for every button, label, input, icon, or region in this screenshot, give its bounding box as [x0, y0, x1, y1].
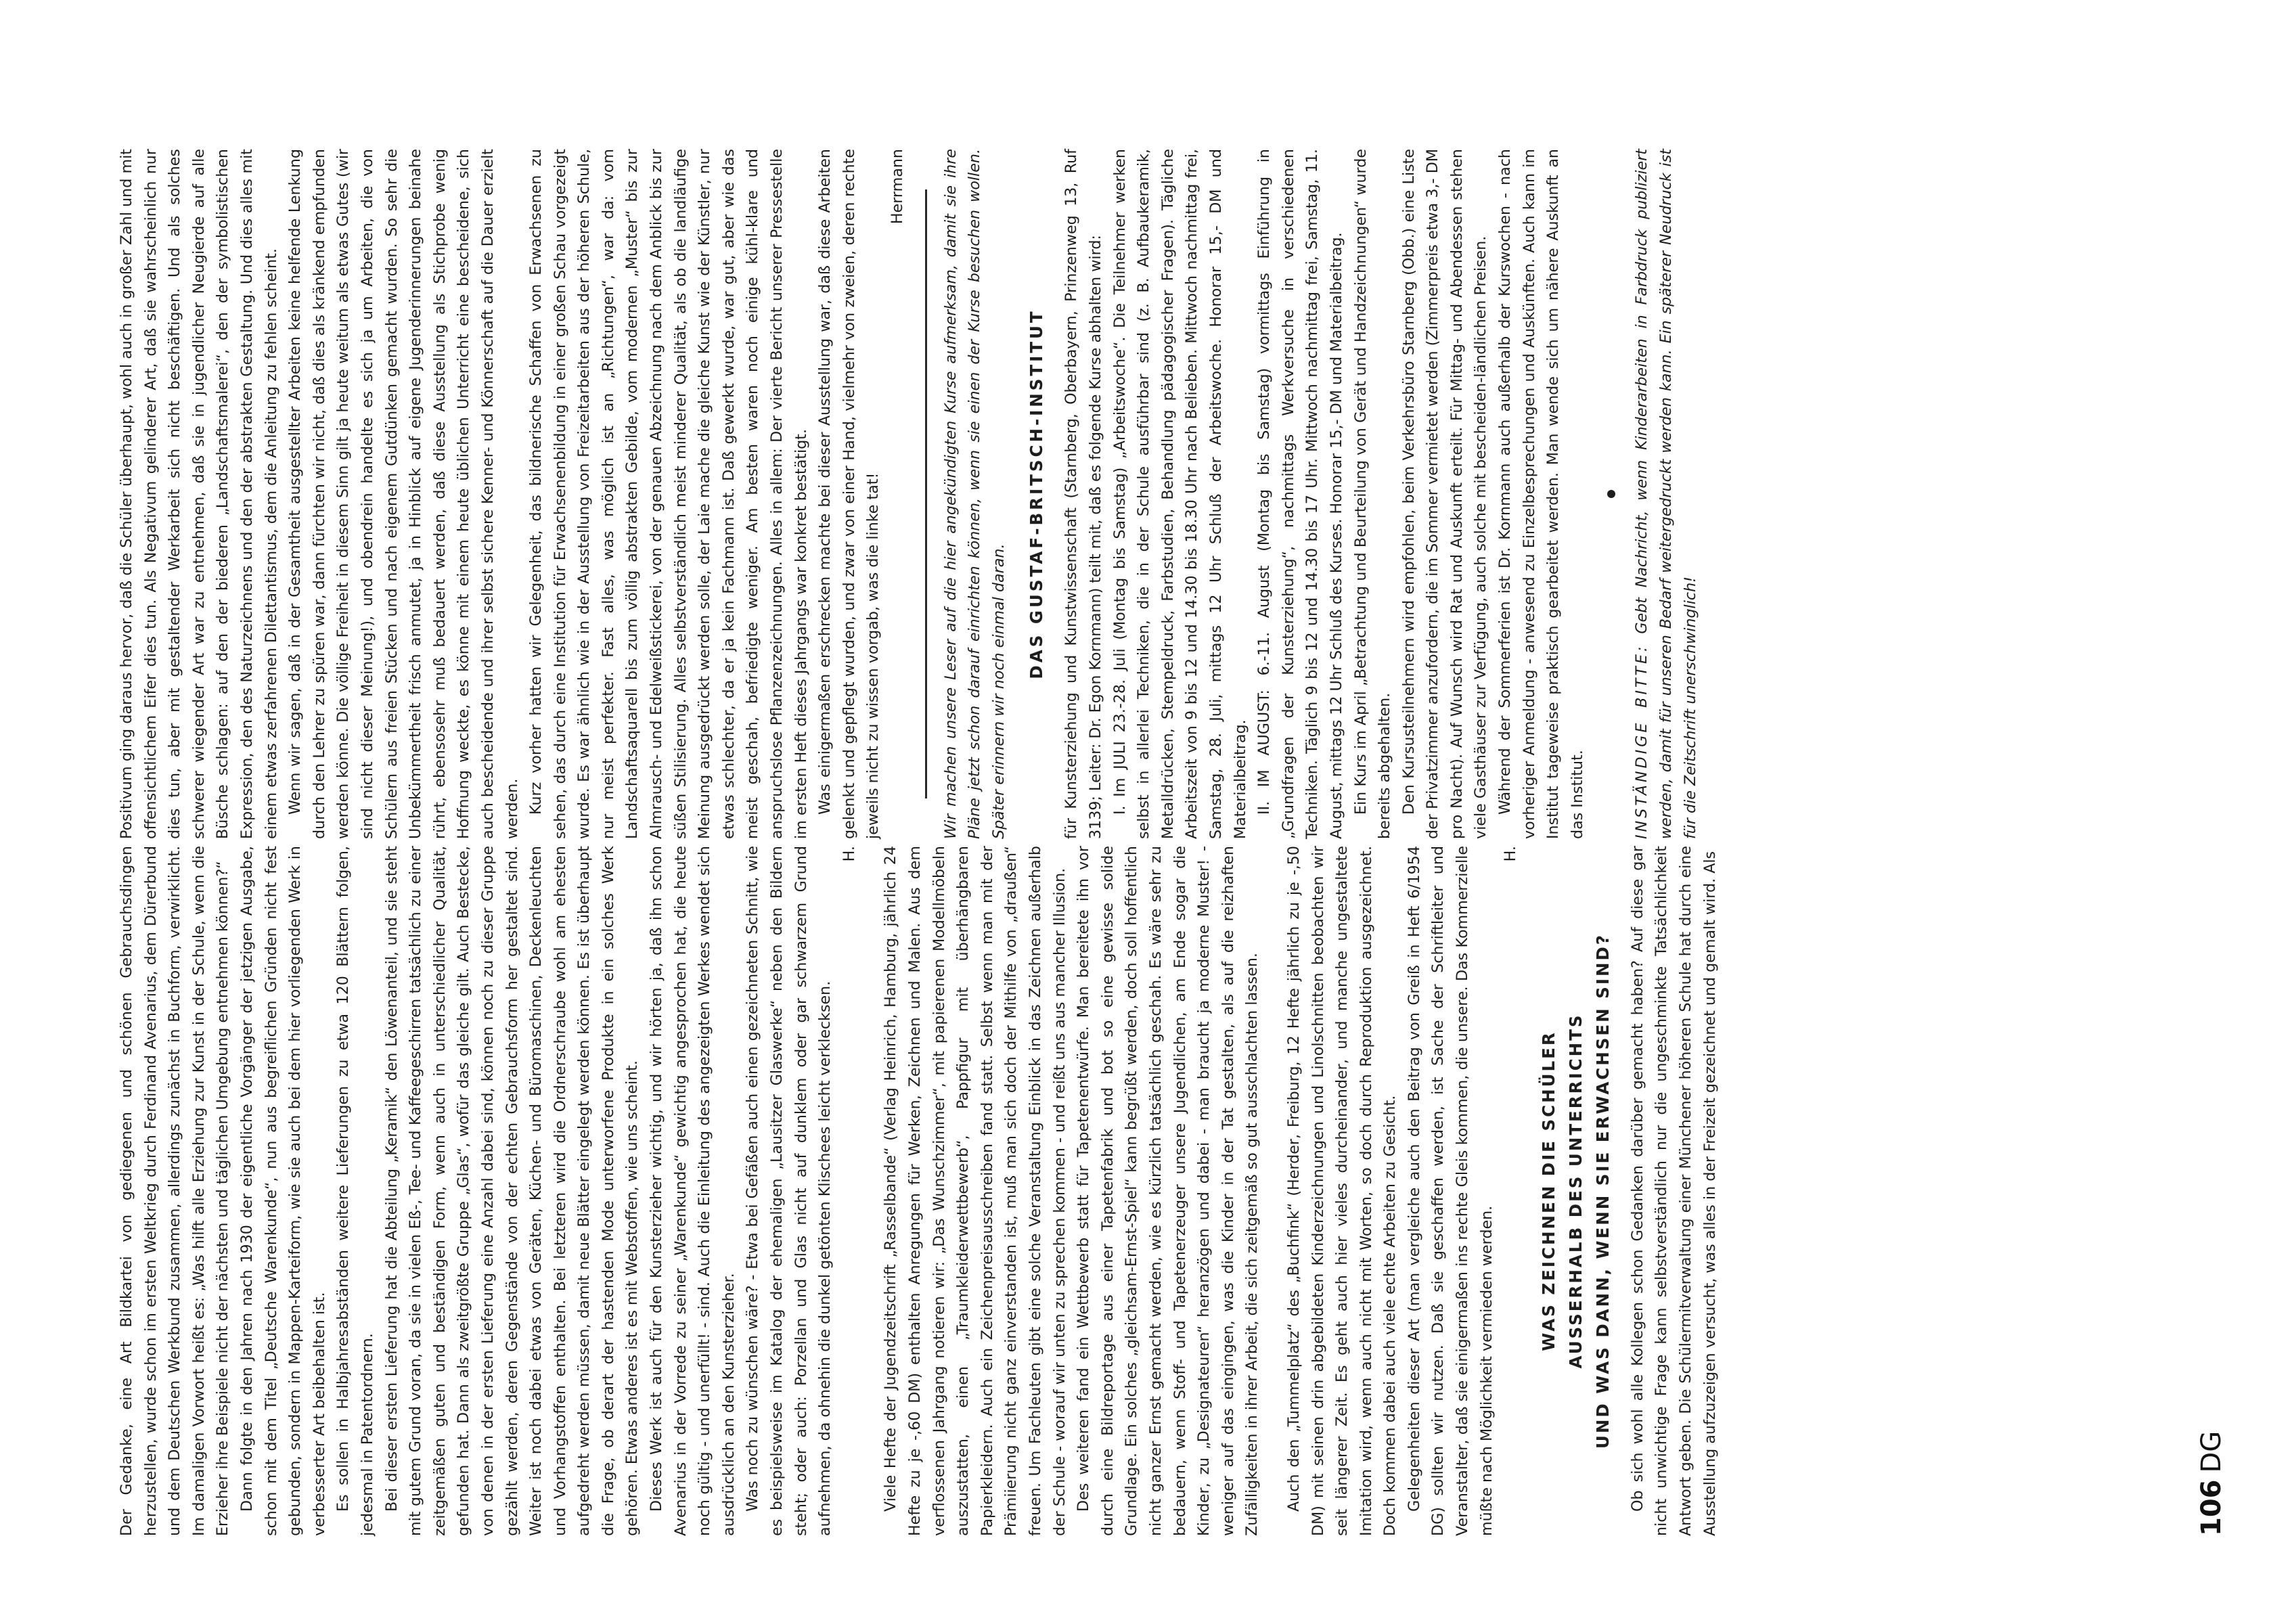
paragraph: Viele Hefte der Jugendzeitschrift „Rasselbande“ (Verlag Heinrich, Hamburg, jährlich 24 Hefte zu je -,60 DM) enthalten Anregungen für Werken, Zeichnen und Malen. Aus dem verflossenen Jahrgang notieren wir: „Das Wunschzimmer“, mit papierenen Modellmöbeln auszustatten, einen „Traumkleiderwettbewerb“, Pappfigur mit überhängbaren Papierkleidern. Auch ein Zeichenpreisausschreiben fand statt. Selbst wenn man mit der Prämiierung nicht ganz einverstanden ist, muß man sich doch der Mithilfe von „draußen“ freuen. Um Fachleuten gibt eine solche Veranstaltung Einblick in das Zeichnen außerhalb der Schule - worauf wir unten zu sprechen kommen - und reißt uns aus mancher Illusion.: [882, 846, 1069, 1536]
paragraph: Dann folgte in den Jahren nach 1930 der eigentliche Vorgänger der jetzigen Ausgabe, schon mit dem Titel „Deutsche Warenkunde“, nun aus begreiflichen Gründen nicht fest gebunden, sondern in Mappen-Karteiform, wie sie auch bei dem hier vorliegenden Werk in verbesserter Art beibehalten ist.: [238, 846, 328, 1536]
paragraph: II. IM AUGUST: 6.-11. August (Montag bis Samstag) vormittags Einführung in „Grundfragen der Kunsterziehung“, nachmittags Werkversuche in verschiedenen Techniken. Täglich 9 bis 12 und 14.30 bis 17 Uhr. Mittwoch nachmittag frei, Samstag, 11. August, mittags 12 Uhr Schluß des Kurses. Honorar 15,- DM und Materialbeitrag.: [1255, 149, 1345, 839]
paragraph: Kurz vorher hatten wir Gelegenheit, das bildnerische Schaffen von Erwachsenen zu sehen, das durch eine Institution für Erwachsenenbildung in einer großen Schau vorgezeigt wurde. Es war ähnlich wie in der Ausstellung von Freizeitarbeiten aus der höheren Schule, nur meist perfekter. Fast alles, was möglich ist an „Richtungen“, war da: vom Landschaftsaquarell bis zum völlig abstrakten Gebilde, vom modernen „Muster“ bis zur Almrausch- und Edelweißstickerei, von der genauen Abzeichnung nach dem Anblick bis zur süßen Stilisierung. Alles selbstverständlich meist minderer Qualität, als ob die landläufige Meinung ausgedrückt werden solle, der Laie mache die gleiche Kunst wie der Künstler, nur etwas schlechter, da er ja kein Fachmann ist. Daß gewerkt wurde, war gut, aber wie das meist geschah, befriedigte weniger. Am besten waren noch einige kühl-klare und anspruchslose Pflanzenzeichnungen. Alles in allem: Der vierte Bericht unserer Pressestelle im ersten Heft dieses Jahrgangs war konkret bestätigt.: [527, 149, 810, 839]
bullet-separator: [1607, 490, 1615, 498]
journal-abbrev: DG: [2196, 1430, 2227, 1473]
left-column: [115, 846, 1722, 1536]
announcement-intro: Wir machen unsere Leser auf die hier angekündigten Kurse aufmerksam, damit sie ihre Pläne jetzt schon darauf einrichten können, wenn sie einen der Kurse besuchen wollen. Später erinnern wir noch einmal daran.: [941, 149, 1008, 839]
section-heading: DAS GUSTAF-BRITSCH-INSTITUT: [1027, 309, 1047, 679]
paragraph: für Kunsterziehung und Kunstwissenschaft (Starnberg, Oberbayern, Prinzenweg 13, Ruf 3139; Leiter: Dr. Egon Kornmann) teilt mit, daß es folgende Kurse abhalten wird:: [1062, 149, 1104, 839]
page-number: 106: [2196, 1479, 2227, 1536]
paragraph: Bei dieser ersten Lieferung hat die Abteilung „Keramik“ den Löwenanteil, und sie steht mit gutem Grund voran, da sie in vielen Eß-, Tee- und Kaffeegeschirren tatsächlich zu einer zeitgemäßen guten und beständigen Form, wenn auch in unterschiedlicher Qualität, gefunden hat. Dann als zweitgrößte Gruppe „Glas“, wofür das gleiche gilt. Auch Bestecke, von denen in der ersten Lieferung eine Anzahl dabei sind, können noch zu dieser Gruppe gezählt werden, deren Gegenstände von der echten Gebrauchsform her gestaltet sind. Weiter ist noch dabei etwas von Geräten, Küchen- und Büromaschinen, Deckenleuchten und Vorhangstoffen enthalten. Bei letzteren wird die Ordnerschraube wohl am ehesten aufgedreht werden müssen, damit neue Blätter eingelegt werden können. Es ist überhaupt die Frage, ob derart der hastenden Mode unterworfene Produkte in ein solches Werk gehören. Etwas anderes ist es mit Webstoffen, wie uns scheint.: [382, 846, 642, 1536]
page-folio: [2196, 1431, 2227, 1536]
notice-label: INSTÄNDIGE BITTE:: [1633, 644, 1651, 839]
signature: H.: [840, 846, 858, 862]
paragraph: Es sollen in Halbjahresabständen weitere Lieferungen zu etwa 120 Blättern folgen, jedesmal in Patentordnern.: [334, 846, 376, 1536]
heading-line: AUSSERHALB DES UNTERRICHTS: [1565, 1013, 1586, 1369]
heading-line: UND WAS DANN, WENN SIE ERWACHSEN SIND?: [1592, 933, 1613, 1449]
paragraph: Auch den „Tummelplatz“ des „Buchfink“ (Herder, Freiburg, 12 Hefte jährlich zu je -,50 DM) mit seinen drin abgebildeten Kinderzeichnungen und Linolschnitten beobachten wir seit längerer Zeit. Es geht auch hier vieles durcheinander, und manche ungestaltete Imitation wird, wenn auch nicht mit Worten, so doch durch Reproduktion ausgezeichnet. Doch kommen dabei auch viele echte Arbeiten zu Gesicht.: [1284, 846, 1399, 1536]
notice-paragraph: [1630, 149, 1703, 839]
paragraph: Ein Kurs im April „Betrachtung und Beurteilung von Gerät und Handzeichnungen“ wurde bereits abgehalten.: [1351, 149, 1394, 839]
notice-text: Gebt Nachricht, wenn Kinderarbeiten in Farbdruck publiziert werden, damit für unseren Bedarf weitergedruckt werden kann. Ein späterer Neudruck ist für die Zeitschrift unerschwinglich!: [1633, 149, 1699, 839]
heading-line: WAS ZEICHNEN DIE SCHÜLER: [1538, 1031, 1558, 1351]
paragraph: Ob sich wohl alle Kollegen schon Gedanken darüber gemacht haben? Auf diese gar nicht unwichtige Frage kann selbstverständlich nur die ungeschminkte Tatsächlichkeit Antwort geben. Die Schülermitverwaltung einer Münchener höheren Schule hat durch eine Ausstellung aufzuzeigen versucht, was alles in der Freizeit gezeichnet und gemalt wird. Als: [1628, 846, 1719, 1536]
paragraph: Dieses Werk ist auch für den Kunsterzieher wichtig, und wir hörten ja, daß ihn schon Avenarius in der Vorrede zu seiner „Warenkunde“ gewichtig angesprochen hat, die heute noch gültig - und unerfüllt! - sind. Auch die Einleitung des angezeigten Werkes wendet sich ausdrücklich an den Kunsterzieher.: [648, 846, 738, 1536]
paragraph: Der Gedanke, eine Art Bildkartei von gediegenen und schönen Gebrauchsdingen herzustellen, wurde schon im ersten Weltkrieg durch Ferdinand Avenarius, dem Dürerbund und dem Deutschen Werkbund zusammen, allerdings zunächst in Buchform, verwirklicht. Im damaligen Vorwort heißt es: „Was hilft alle Erziehung zur Kunst in der Schule, wenn die Erzieher ihre Beispiele nicht der nächsten und täglichen Umgebung entnehmen können?“: [118, 846, 232, 1536]
signature: H.: [1502, 846, 1520, 862]
signature: Herrmann: [889, 149, 906, 225]
paragraph: Den Kursusteilnehmern wird empfohlen, beim Verkehrsbüro Starnberg (Obb.) eine Liste der Privatzimmer anzufordern, die im Sommer vermietet werden (Zimmerpreis etwa 3,- DM pro Nacht). Auf Wunsch wird Rat und Auskunft erteilt. Für Mittag- und Abendessen stehen viele Gasthäuser zur Verfügung, auch solche mit bescheiden-ländlichen Preisen.: [1399, 149, 1490, 839]
section-heading: [1535, 846, 1617, 1536]
paragraph: Positivum ging daraus hervor, daß die Schüler überhaupt, wohl auch in großer Zahl und mit offensichtlichem Eifer dies tun. Als Negativum gelinderer Art, daß sie wahrscheinlich nur dies tun, aber mit gestaltender Werkarbeit sich nicht beschäftigen. Und als solches schwerer wiegender Art war zu entnehmen, daß sie in jugendlicher Neugierde auf alle Büsche schlagen: auf den der biederen „Landschaftsmalerei“, den der symbolistischen Expression, den des Naturzeichnens und den der abstrakten Gestaltung. Und dies alles mit einem etwas zerfahrenen Dilettantismus, dem die Anleitung zu fehlen scheint.: [118, 149, 280, 839]
paragraph: Was noch zu wünschen wäre? - Etwa bei Gefäßen auch einen gezeichneten Schnitt, wie es beispielsweise im Katalog der ehemaligen „Lausitzer Glaswerke“ neben den Bildern steht; oder auch: Porzellan und Glas nicht auf dunklem oder gar schwarzem Grund aufnehmen, da ohnehin die dunkel getönten Klischees leicht verklecksen.: [744, 846, 834, 1536]
paragraph: Wenn wir sagen, daß in der Gesamtheit ausgestellter Arbeiten keine helfende Lenkung durch den Lehrer zu spüren war, dann fürchten wir nicht, daß dies als kränkend empfunden werden könne. Die völlige Freiheit in diesem Sinn gilt ja heute weitum als etwas Gutes (wir sind nicht dieser Meinung!), und obendrein handelte es sich ja um Arbeiten, die von Schülern aus freien Stücken und nach eigenem Gutdünken gemacht wurden. So sehr die Unbekümmertheit frisch anmutet, ja in Hinblick auf eigene Jugenderinnerungen beinahe rührt, ebensosehr muß bedauert werden, daß diese Ausstellung als Stichprobe wenig Hoffnung weckte, es könne mit einem heute üblichen Unterricht eine bescheidene, sich auch bescheidende und ihrer selbst sichere Kenner- und Könnerschaft auf die Dauer erzielt werden.: [286, 149, 521, 839]
paragraph: Was einigermaßen erschrecken machte bei dieser Ausstellung war, daß diese Arbeiten gelenkt und gepflegt wurden, und zwar von einer Hand, vielmehr von zweien, deren rechte jeweils nicht zu wissen vorgab, was die linke tat!: [816, 149, 882, 839]
divider-rule: [925, 189, 927, 798]
paragraph: Während der Sommerferien ist Dr. Kornmann auch außerhalb der Kurswochen - nach vorheriger Anmeldung - anwesend zu Einzelbesprechungen und Auskünften. Auch kann im Institut tageweise praktisch gearbeitet werden. Man wende sich um nähere Auskunft an das Institut.: [1496, 149, 1586, 839]
right-column: [115, 149, 1703, 839]
paragraph: I. Im JULI 23.-28. Juli (Montag bis Samstag) „Arbeitswoche“. Die Teilnehmer werken selbst in allerlei Techniken, die in der Schule ausführbar sind (z. B. Aufbaukeramik, Metalldrücken, Stempeldruck, Farbstudien, Behandlung pädagogischer Fragen). Tägliche Arbeitszeit von 9 bis 12 und 14.30 bis 18.30 Uhr nach Belieben. Mittwoch nachmittag frei, Samstag, 28. Juli, mittags 12 Uhr Schluß der Arbeitswoche. Honorar 15,- DM und Materialbeitrag.: [1110, 149, 1249, 839]
paragraph: Gelegenheiten dieser Art (man vergleiche auch den Beitrag von Greiß in Heft 6/1954 DG) sollten wir nutzen. Daß sie geschaffen werden, ist Sache der Schriftleiter und Veranstalter, daß sie einigermaßen ins rechte Gleis kommen, die unsere. Das Kommerzielle müßte nach Möglichkeit vermieden werden.: [1405, 846, 1496, 1536]
paragraph: Des weiteren fand ein Wettbewerb statt für Tapetenentwürfe. Man bereitete ihn vor durch eine Bildreportage aus einer Tapetenfabrik und bot so eine gewisse solide Grundlage. Ein solches „gleichsam-Ernst-Spiel“ kann begrüßt werden, doch soll hoffentlich nicht ganzer Ernst gemacht werden, wie es kürzlich tatsächlich geschah. Es wäre sehr zu bedauern, wenn Stoff- und Tapetenerzeuger unsere Jugendlichen, am Ende sogar die Kinder, zu „Designateuren“ heranzögen und dabei - man braucht ja moderne Muster! - weniger auf das eingingen, was die Kinder in der Tat gestalten, als auf die reizhaften Zufälligkeiten in ihrer Arbeit, die sich zeitgemäß so gut ausschlachten lassen.: [1075, 846, 1261, 1536]
